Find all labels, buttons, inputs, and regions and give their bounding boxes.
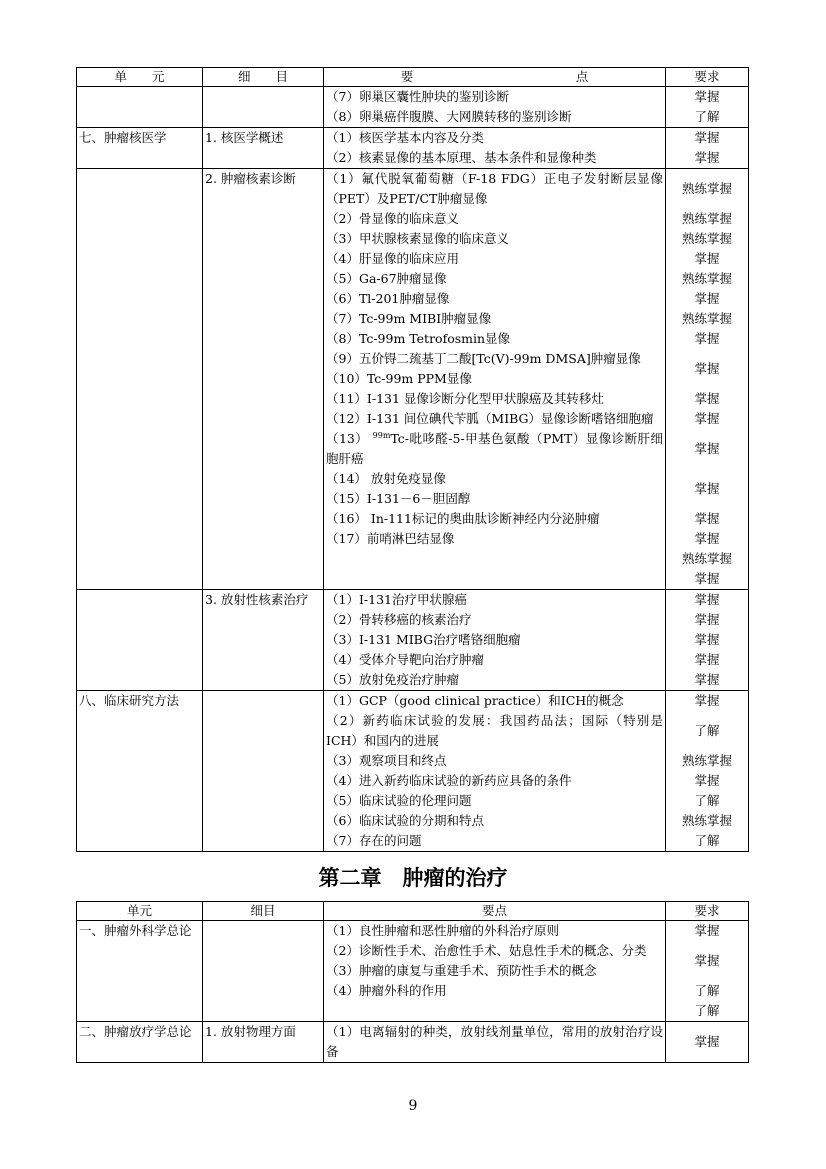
table-row	[77, 1022, 749, 1063]
key-point: （11）I-131 显像诊断分化型甲状腺癌及其转移灶	[326, 391, 604, 406]
key-point: （3）甲状腺核素显像的临床意义	[326, 231, 509, 246]
requirement-level: 了解	[694, 833, 720, 848]
syllabus-table-chapter-2	[76, 901, 749, 1063]
key-point: （14） 放射免疫显像	[326, 471, 446, 486]
key-point: （10）Tc-99m PPM显像	[326, 371, 472, 386]
header-unit: 单元	[77, 902, 203, 921]
header-detail: 细 目	[203, 68, 324, 87]
key-point: （4）肝显像的临床应用	[326, 251, 459, 266]
key-point: （1）核医学基本内容及分类	[326, 130, 484, 145]
unit-cell: 八、临床研究方法	[77, 691, 203, 852]
requirement-level: 熟练掌握	[681, 211, 732, 226]
requirement-level: 掌握	[694, 693, 720, 708]
points-cell	[324, 921, 666, 1022]
header-points: 要点	[324, 902, 666, 921]
table-row	[77, 128, 749, 169]
requirement-level: 熟练掌握	[681, 551, 732, 566]
syllabus-table-continued	[76, 67, 749, 852]
key-point: （2）新药临床试验的发展：我国药品法；国际（特别是ICH）和国内的进展	[326, 713, 663, 748]
unit-cell	[77, 169, 203, 590]
page-number: 9	[408, 1098, 418, 1114]
points-cell	[324, 1022, 666, 1063]
key-point: （5）临床试验的伦理问题	[326, 793, 472, 808]
points-cell	[324, 590, 666, 691]
key-point: （4）受体介导靶向治疗肿瘤	[326, 652, 484, 667]
requirement-level: 掌握	[694, 391, 720, 406]
table-row	[77, 921, 749, 1022]
requirement-cell	[666, 691, 749, 852]
points-cell	[324, 691, 666, 852]
header-detail: 细目	[203, 902, 324, 921]
unit-cell	[77, 87, 203, 128]
key-point: （9）五价锝二巯基丁二酸[Tc(V)-99m DMSA]肿瘤显像	[326, 351, 641, 366]
key-point: （1）电离辐射的种类，放射线剂量单位，常用的放射治疗设备	[326, 1024, 663, 1059]
requirement-level: 掌握	[694, 441, 720, 456]
key-point: （17）前哨淋巴结显像	[326, 531, 455, 546]
requirement-level: 掌握	[694, 612, 720, 627]
table-row	[77, 169, 749, 590]
requirement-level: 熟练掌握	[681, 271, 732, 286]
detail-cell: 1. 核医学概述	[203, 128, 324, 169]
requirement-cell	[666, 921, 749, 1022]
header-points: 要 点	[324, 68, 666, 87]
unit-cell: 一、肿瘤外科学总论	[77, 921, 203, 1022]
key-point: （6）临床试验的分期和特点	[326, 813, 484, 828]
requirement-level: 掌握	[694, 1034, 720, 1049]
requirement-level: 熟练掌握	[681, 311, 732, 326]
key-point: （2）骨转移癌的核素治疗	[326, 612, 472, 627]
requirement-level: 熟练掌握	[681, 813, 732, 828]
requirement-cell	[666, 169, 749, 590]
requirement-level: 掌握	[694, 632, 720, 647]
key-point: （1）I-131治疗甲状腺癌	[326, 592, 467, 607]
requirement-level: 了解	[694, 983, 720, 998]
table-row	[77, 87, 749, 128]
points-cell	[324, 128, 666, 169]
header-requirement: 要求	[666, 68, 749, 87]
requirement-level: 掌握	[694, 571, 720, 586]
key-point: （1）GCP（good clinical practice）和ICH的概念	[326, 693, 624, 708]
key-point: （8）卵巢癌伴腹膜、大网膜转移的鉴别诊断	[326, 109, 572, 124]
requirement-level: 掌握	[694, 481, 720, 496]
requirement-level: 掌握	[694, 251, 720, 266]
requirement-level: 掌握	[694, 923, 720, 938]
key-point: （2）骨显像的临床意义	[326, 211, 459, 226]
requirement-level: 掌握	[694, 511, 720, 526]
requirement-level: 熟练掌握	[681, 181, 732, 196]
key-point: （3）观察项目和终点	[326, 753, 447, 768]
detail-cell	[203, 87, 324, 128]
detail-cell: 1. 放射物理方面	[203, 1022, 324, 1063]
key-point: （1）氟代脱氧葡萄糖（F-18 FDG）正电子发射断层显像（PET）及PET/CT肿瘤显像	[326, 171, 663, 206]
unit-cell: 七、肿瘤核医学	[77, 128, 203, 169]
detail-cell	[203, 691, 324, 852]
key-point: （7）存在的问题	[326, 833, 422, 848]
detail-cell: 3. 放射性核素治疗	[203, 590, 324, 691]
requirement-level: 了解	[694, 109, 720, 124]
requirement-cell	[666, 128, 749, 169]
chapter-title: 第二章 肿瘤的治疗	[318, 866, 508, 890]
key-point: （6）Tl-201肿瘤显像	[326, 291, 450, 306]
requirement-level: 了解	[694, 723, 720, 738]
header-unit: 单 元	[77, 68, 203, 87]
key-point: （5）放射免疫治疗肿瘤	[326, 672, 459, 687]
detail-cell	[203, 921, 324, 1022]
unit-cell	[77, 590, 203, 691]
detail-cell: 2. 肿瘤核素诊断	[203, 169, 324, 590]
key-point: （3）肿瘤的康复与重建手术、预防性手术的概念	[326, 963, 597, 978]
key-point: （4）进入新药临床试验的新药应具备的条件	[326, 773, 572, 788]
requirement-level: 掌握	[694, 531, 720, 546]
key-point: （15）I-131－6－胆固醇	[326, 491, 471, 506]
key-point: （2）诊断性手术、治愈性手术、姑息性手术的概念、分类	[326, 943, 647, 958]
key-point: （16） In-111标记的奥曲肽诊断神经内分泌肿瘤	[326, 511, 600, 526]
requirement-level: 掌握	[694, 89, 720, 104]
key-point: （5）Ga-67肿瘤显像	[326, 271, 447, 286]
requirement-level: 熟练掌握	[681, 231, 732, 246]
key-point: （13） $^{99m}$Tc-吡哆醛-5-甲基色氨酸（PMT）显像诊断肝细胞肝癌	[326, 430, 663, 466]
requirement-level: 掌握	[694, 150, 720, 165]
table-header-row	[77, 902, 749, 921]
points-cell	[324, 87, 666, 128]
key-point: （7）Tc-99m MIBI肿瘤显像	[326, 311, 492, 326]
table-row	[77, 590, 749, 691]
key-point: （12）I-131 间位碘代苄胍（MIBG）显像诊断嗜铬细胞瘤	[326, 411, 654, 426]
requirement-level: 掌握	[694, 130, 720, 145]
requirement-level: 掌握	[694, 652, 720, 667]
points-cell	[324, 169, 666, 590]
requirement-level: 掌握	[694, 361, 720, 376]
key-point: （1）良性肿瘤和恶性肿瘤的外科治疗原则	[326, 923, 559, 938]
key-point: （2）核素显像的基本原理、基本条件和显像种类	[326, 150, 597, 165]
requirement-level: 了解	[694, 793, 720, 808]
requirement-level: 掌握	[694, 291, 720, 306]
requirement-cell	[666, 590, 749, 691]
table-row	[77, 691, 749, 852]
requirement-level: 掌握	[694, 592, 720, 607]
key-point: （3）I-131 MIBG治疗嗜铬细胞瘤	[326, 632, 521, 647]
requirement-level: 掌握	[694, 411, 720, 426]
unit-cell: 二、肿瘤放疗学总论	[77, 1022, 203, 1063]
key-point: （4）肿瘤外科的作用	[326, 983, 447, 998]
requirement-level: 掌握	[694, 331, 720, 346]
requirement-level: 掌握	[694, 773, 720, 788]
requirement-cell	[666, 87, 749, 128]
key-point: （7）卵巢区囊性肿块的鉴别诊断	[326, 89, 509, 104]
key-point: （8）Tc-99m Tetrofosmin显像	[326, 331, 511, 346]
header-requirement: 要求	[666, 902, 749, 921]
requirement-level: 掌握	[694, 672, 720, 687]
requirement-level: 掌握	[694, 953, 720, 968]
requirement-cell	[666, 1022, 749, 1063]
requirement-level: 熟练掌握	[681, 753, 732, 768]
requirement-level: 了解	[694, 1003, 720, 1018]
table-header-row	[77, 68, 749, 87]
